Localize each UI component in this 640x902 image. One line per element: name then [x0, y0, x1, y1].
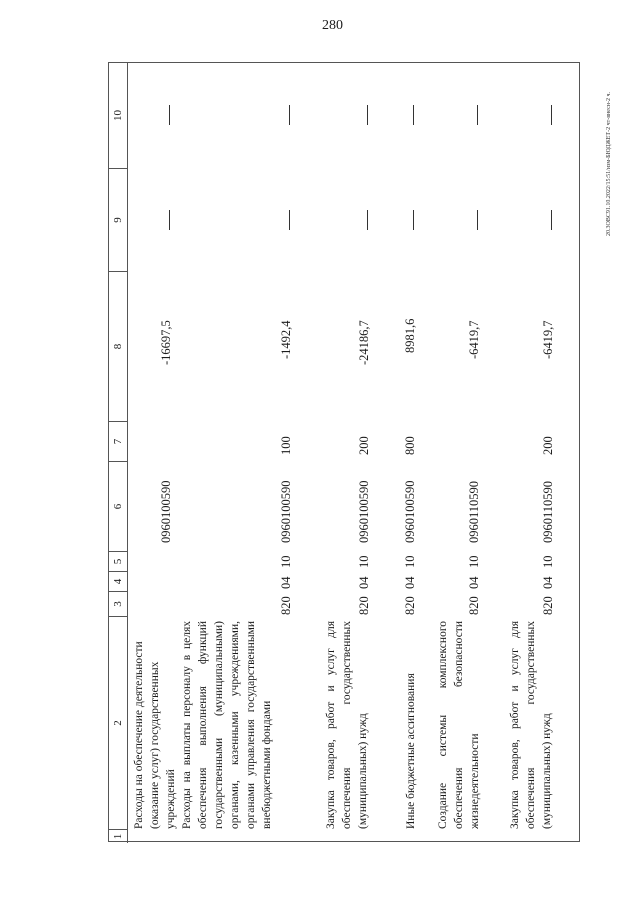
- cell-amount: -16697,5: [159, 320, 173, 365]
- cell-section: 04: [541, 576, 555, 589]
- cell-empty-dash: [477, 105, 478, 125]
- cell-target-code: 0960100590: [357, 480, 371, 543]
- cell-subsection: 10: [467, 555, 481, 568]
- cell-expense-type: 200: [357, 436, 371, 455]
- header-col-4: 4: [109, 571, 127, 591]
- cell-expense-type: 200: [541, 436, 555, 455]
- cell-admin-code: 820: [467, 596, 481, 615]
- cell-empty-dash: [551, 105, 552, 125]
- cell-empty-dash: [413, 105, 414, 125]
- cell-empty-dash: [551, 210, 552, 230]
- cell-amount: -24186,7: [357, 320, 371, 365]
- rotated-table-content: [109, 63, 581, 843]
- row-description: Расходы на обеспечение деятельности (оказание услуг) государственных учреждений: [133, 641, 177, 829]
- header-col-7: 7: [109, 421, 127, 461]
- header-col-2: 2: [109, 616, 127, 829]
- cell-amount: -6419,7: [541, 320, 555, 359]
- cell-subsection: 10: [357, 555, 371, 568]
- cell-empty-dash: [289, 105, 290, 125]
- cell-empty-dash: [477, 210, 478, 230]
- cell-subsection: 10: [279, 555, 293, 568]
- header-col-10: 10: [112, 110, 124, 121]
- cell-section: 04: [467, 576, 481, 589]
- row-description: Закупка товаров, работ и услуг для обеспечения государственных (муниципальных) нужд: [509, 621, 553, 829]
- header-col-1: 1: [109, 829, 127, 843]
- row-description: Закупка товаров, работ и услуг для обеспечения государственных (муниципальных) нужд: [325, 621, 369, 829]
- cell-section: 04: [403, 576, 417, 589]
- cell-empty-dash: [413, 210, 414, 230]
- cell-admin-code: 820: [357, 596, 371, 615]
- cell-admin-code: 820: [279, 596, 293, 615]
- cell-empty-dash: [169, 105, 170, 125]
- cell-amount: -6419,7: [467, 320, 481, 359]
- cell-subsection: 10: [403, 555, 417, 568]
- cell-amount: 8981,6: [403, 318, 417, 353]
- cell-admin-code: 820: [541, 596, 555, 615]
- cell-target-code: 0960110590: [541, 480, 555, 543]
- page-number: 280: [322, 18, 343, 33]
- header-col-9: 9: [109, 168, 127, 271]
- cell-section: 04: [279, 576, 293, 589]
- document-code: 20.3ОВС91.10.2022/15:51/изм-БЮДЖЕТ-2 чт-внесн-2 ч.: [606, 92, 612, 236]
- row-description: Иные бюджетные ассигнования: [405, 673, 417, 829]
- row-description: Создание системы комплексного обеспечения безопасности жизнедеятельности: [437, 621, 481, 829]
- header-col-6: 6: [109, 461, 127, 551]
- header-col-5: 5: [109, 551, 127, 571]
- cell-target-code: 0960110590: [467, 480, 481, 543]
- cell-expense-type: 800: [403, 436, 417, 455]
- cell-target-code: 0960100590: [159, 480, 173, 543]
- cell-empty-dash: [367, 210, 368, 230]
- cell-amount: -1492,4: [279, 320, 293, 359]
- header-col-3: 3: [109, 591, 127, 616]
- table-header: [109, 63, 128, 843]
- cell-admin-code: 820: [403, 596, 417, 615]
- cell-target-code: 0960100590: [279, 480, 293, 543]
- cell-empty-dash: [367, 105, 368, 125]
- cell-section: 04: [357, 576, 371, 589]
- cell-empty-dash: [289, 210, 290, 230]
- cell-subsection: 10: [541, 555, 555, 568]
- cell-expense-type: 100: [279, 436, 293, 455]
- row-description: Расходы на выплаты персоналу в целях обеспечения выполнения функций государственными (муниципальными) органами, казенными учреждениями, органами управления государственными внебюджетными фондами: [181, 621, 273, 829]
- cell-empty-dash: [169, 210, 170, 230]
- cell-target-code: 0960100590: [403, 480, 417, 543]
- header-col-8: 8: [109, 271, 127, 421]
- budget-table: [108, 62, 580, 842]
